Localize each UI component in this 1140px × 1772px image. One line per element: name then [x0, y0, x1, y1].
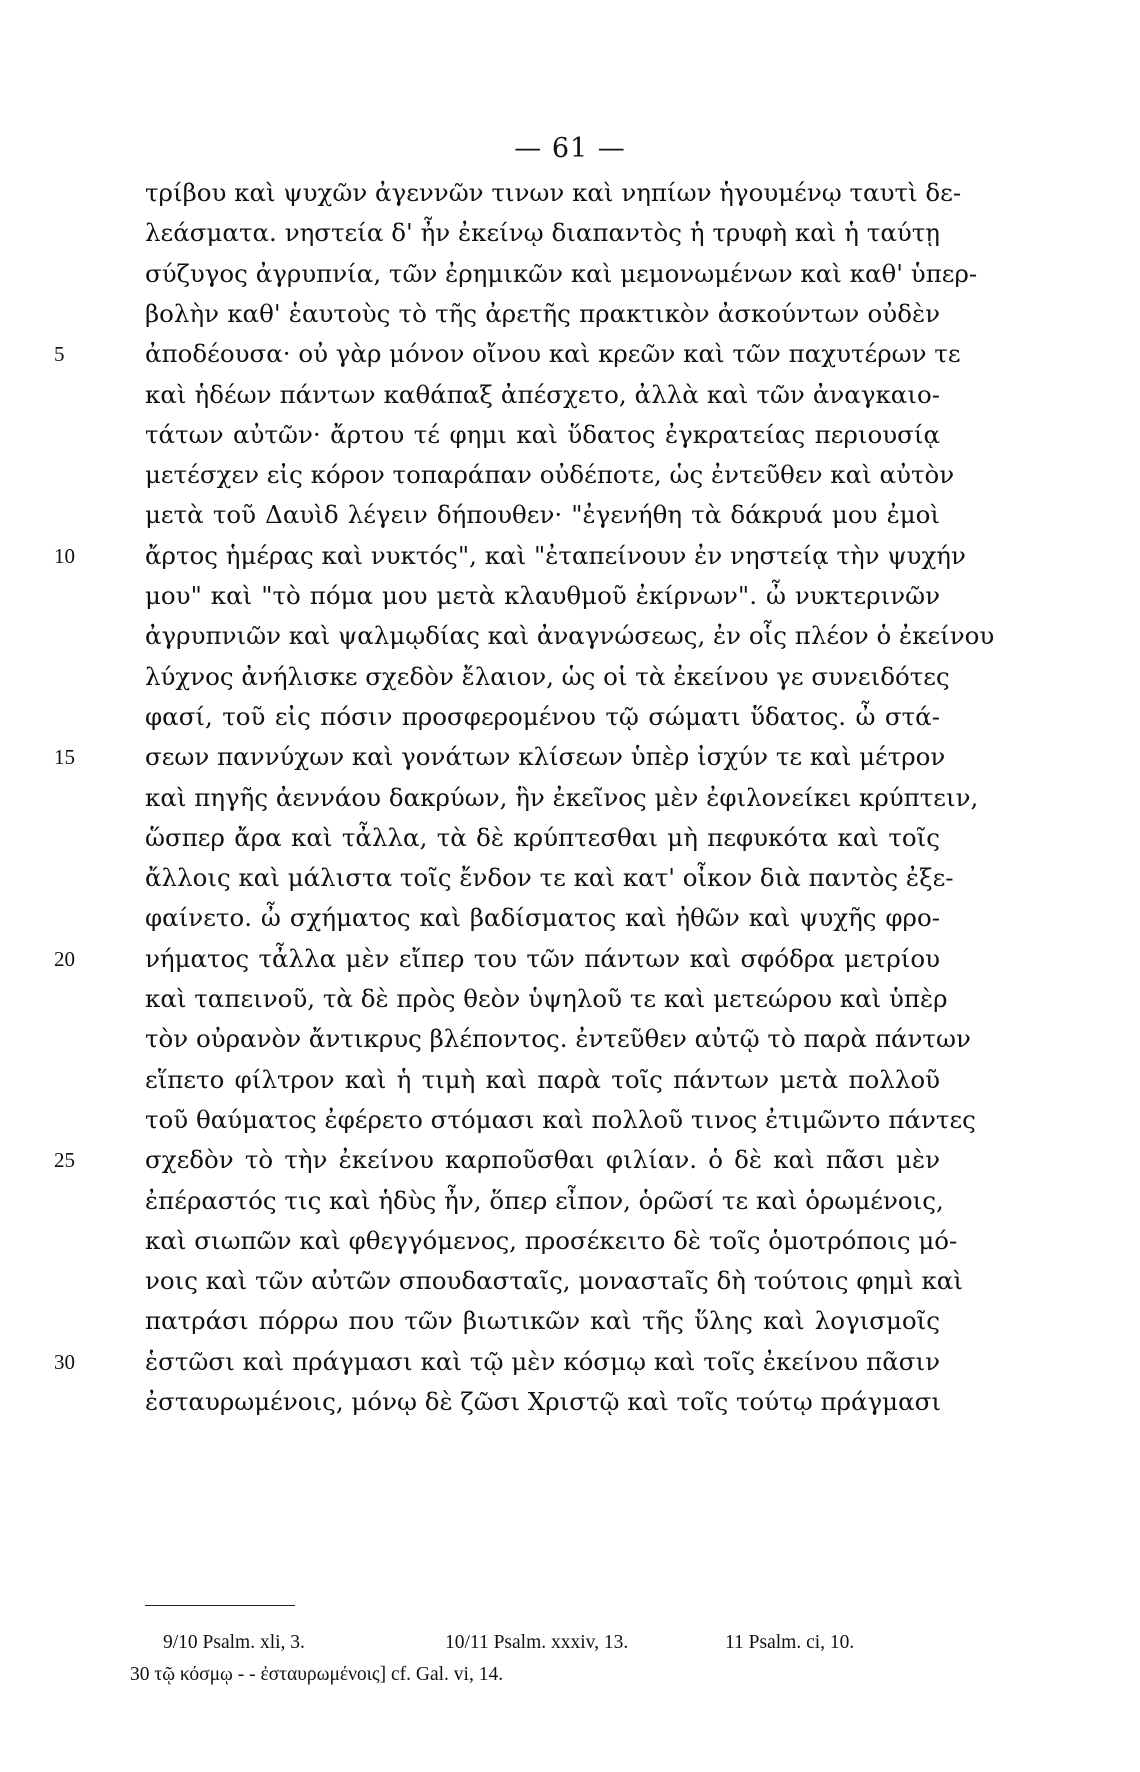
footnote-ref: 11 Psalm. ci, 10. — [725, 1632, 855, 1653]
text-line: σεων παννύχων καὶ γονάτων κλίσεων ὑπὲρ ἰσχύν τε καὶ μέτρον — [145, 742, 946, 772]
text-line: ὥσπερ ἄρα καὶ τἆλλα, τὰ δὲ κρύπτεσθαι μὴ πεφυκότα καὶ τοῖς — [145, 822, 940, 852]
text-line: μου" καὶ "τὸ πόμα μου μετὰ κλαυθμοῦ ἐκίρνων". ὦ νυκτερινῶν — [145, 581, 940, 610]
text-line: σύζυγος ἀγρυπνία, τῶν ἐρημικῶν καὶ μεμονωμένων καὶ καθ' ὑπερ- — [145, 258, 978, 288]
footnote-ref: 10/11 Psalm. xxxiv, 13. — [445, 1632, 629, 1653]
text-line: μετὰ τοῦ Δαυὶδ λέγειν δήπουθεν· "ἐγενήθη τὰ δάκρυά μου ἐμοὶ — [145, 500, 940, 530]
line-number: 20 — [54, 946, 75, 971]
text-line: λύχνος ἀνήλισκε σχεδὸν ἔλαιον, ὡς οἱ τὰ ἐκείνου γε συνειδότες — [145, 661, 950, 691]
line-number: 15 — [54, 745, 75, 770]
text-line: εἵπετο φίλτρον καὶ ἡ τιμὴ καὶ παρὰ τοῖς πάντων μετὰ πολλοῦ — [145, 1064, 940, 1094]
line-number: 5 — [54, 342, 65, 367]
text-line: τάτων αὐτῶν· ἄρτου τέ φημι καὶ ὕδατος ἐγκρατείας περιουσίᾳ — [145, 419, 940, 449]
text-line: ἀγρυπνιῶν καὶ ψαλμῳδίας καὶ ἀναγνώσεως, ἐν οἷς πλέον ὁ ἐκείνου — [145, 621, 995, 651]
text-line: καὶ σιωπῶν καὶ φθεγγόμενος, προσέκειτο δὲ τοῖς ὁμοτρόποις μό- — [145, 1225, 958, 1255]
line-number: 30 — [54, 1349, 75, 1374]
footnote-divider — [145, 1605, 295, 1606]
line-number: 25 — [54, 1148, 75, 1173]
footnote-ref: 30 τῷ κόσμῳ - - ἐσταυρωμένοις] cf. Gal. vi, 14. — [130, 1664, 504, 1685]
text-line: βολὴν καθ' ἑαυτοὺς τὸ τῆς ἀρετῆς πρακτικὸν ἀσκούντων οὐδὲν — [145, 298, 940, 328]
text-line: ἐσταυρωμένοις, μόνῳ δὲ ζῶσι Χριστῷ καὶ τοῖς τούτῳ πράγμασι — [145, 1387, 941, 1416]
text-line: τοῦ θαύματος ἐφέρετο στόμασι καὶ πολλοῦ τινος ἐτιμῶντο πάντες — [145, 1104, 976, 1134]
footnote-ref: 9/10 Psalm. xli, 3. — [163, 1632, 305, 1653]
text-line: σχεδὸν τὸ τὴν ἐκείνου καρποῦσθαι φιλίαν. ὁ δὲ καὶ πᾶσι μὲν — [145, 1145, 940, 1175]
text-line: φασί, τοῦ εἰς πόσιν προσφερομένου τῷ σώματι ὕδατος. ὦ στά- — [145, 701, 940, 731]
text-line: τρίβου καὶ ψυχῶν ἀγεννῶν τινων καὶ νηπίων ἡγουμένῳ ταυτὶ δε- — [145, 178, 962, 207]
text-line: ἐπέραστός τις καὶ ἡδὺς ἦν, ὅπερ εἶπον, ὁρῶσί τε καὶ ὁρωμένοις, — [145, 1185, 944, 1215]
text-line: φαίνετο. ὦ σχήματος καὶ βαδίσματος καὶ ἠθῶν καὶ ψυχῆς φρο- — [145, 903, 940, 933]
text-line: καὶ πηγῆς ἀεννάου δακρύων, ἣν ἐκεῖνος μὲν ἐφιλονείκει κρύπτειν, — [145, 782, 979, 812]
text-line: ἄλλοις καὶ μάλιστα τοῖς ἔνδον τε καὶ κατ' οἶκον διὰ παντὸς ἐξε- — [145, 863, 954, 893]
text-line: νήματος τἆλλα μὲν εἴπερ του τῶν πάντων καὶ σφόδρα μετρίου — [145, 943, 940, 973]
text-line: ἄρτος ἡμέρας καὶ νυκτός", καὶ "ἐταπείνουν ἐν νηστείᾳ τὴν ψυχήν — [145, 540, 966, 570]
text-line: μετέσχεν εἰς κόρον τοπαράπαν οὐδέποτε, ὡς ἐντεῦθεν καὶ αὐτὸν — [145, 460, 955, 490]
page-number: — 61 — — [514, 133, 626, 164]
text-line: πατράσι πόρρω που τῶν βιωτικῶν καὶ τῆς ὕλης καὶ λογισμοῖς — [145, 1306, 940, 1336]
text-line: καὶ ἡδέων πάντων καθάπαξ ἀπέσχετο, ἀλλὰ καὶ τῶν ἀναγκαιο- — [145, 379, 940, 409]
text-line: ἑστῶσι καὶ πράγμασι καὶ τῷ μὲν κόσμῳ καὶ τοῖς ἐκείνου πᾶσιν — [145, 1346, 940, 1376]
line-number: 10 — [54, 543, 75, 568]
text-line: καὶ ταπεινοῦ, τὰ δὲ πρὸς θεὸν ὑψηλοῦ τε καὶ μετεώρου καὶ ὑπὲρ — [145, 984, 948, 1013]
text-line: ἀποδέουσα· οὐ γὰρ μόνον οἴνου καὶ κρεῶν καὶ τῶν παχυτέρων τε — [145, 339, 961, 369]
text-line: νοις καὶ τῶν αὐτῶν σπουδασταῖς, μοναστaῖς δὴ τούτοις φημὶ καὶ — [145, 1266, 963, 1296]
text-line: τὸν οὐρανὸν ἄντικρυς βλέποντος. ἐντεῦθεν αὐτῷ τὸ παρὰ πάντων — [145, 1024, 971, 1054]
text-line: λεάσματα. νηστεία δ' ἦν ἐκείνῳ διαπαντὸς ἡ τρυφὴ καὶ ἡ ταύτῃ — [145, 218, 940, 248]
